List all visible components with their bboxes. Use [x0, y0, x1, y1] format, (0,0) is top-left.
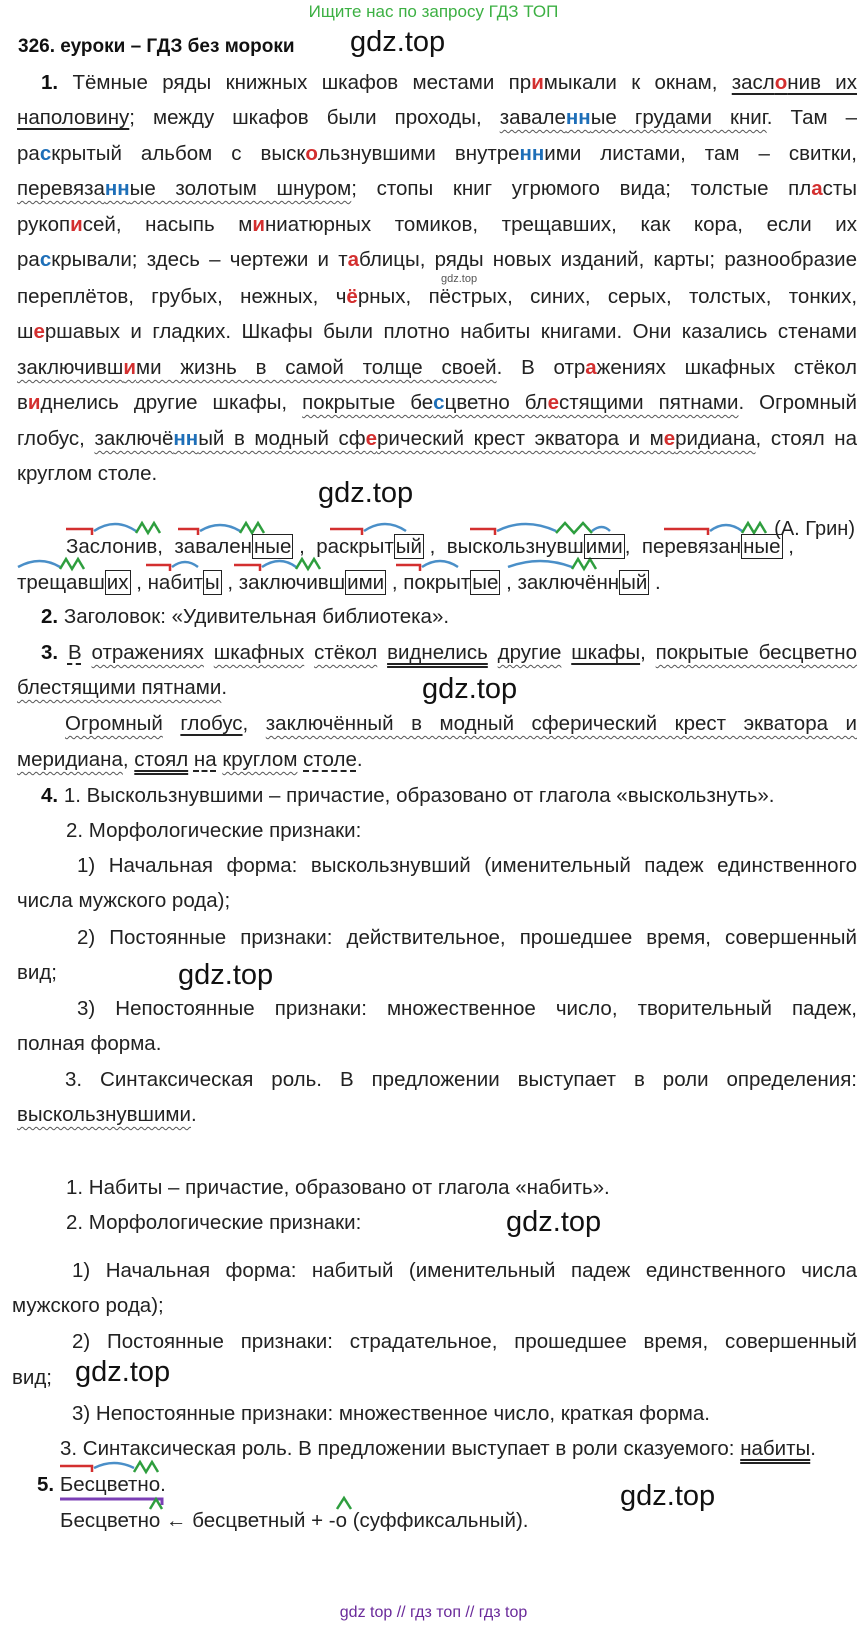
item-3-line: 3. В отражениях шкафных стёкол виднелись другие шкафы, покрытые бесцветно	[41, 641, 858, 664]
item-4-line: вид;	[12, 1366, 52, 1389]
footer-links[interactable]: gdz top // гдз топ // гдз top	[339, 1604, 528, 1621]
top-search-hint[interactable]: Ищите нас по запросу ГДЗ ТОП	[308, 2, 559, 21]
text-line: глобус, заключённый в модный сферический крест экватора и меридиана, стоял на	[17, 427, 857, 450]
watermark: gdz.top	[178, 959, 274, 991]
parsing-row-1: Заслонив, заваленные , раскрытый , выскользнувшими, перевязанные ,	[66, 535, 794, 558]
text-line: перевязанные золотым шнуром; стопы книг угрюмого вида; толстые пласты	[17, 177, 857, 200]
item-3-line: Огромный глобус, заключённый в модный сферический крест экватора и	[65, 712, 857, 735]
text-line: наполовину; между шкафов были проходы, заваленные грудами книг. Там –	[17, 106, 857, 129]
item-4-line: 2) Постоянные признаки: действительное, прошедшее время, совершенный	[77, 926, 857, 949]
item-4-line: 2. Морфологические признаки:	[66, 1211, 362, 1234]
item-4-line: числа мужского рода);	[17, 889, 231, 912]
item-4-line: 1) Начальная форма: выскользнувший (именительный падеж единственного	[77, 854, 857, 877]
item-4-line: 2. Морфологические признаки:	[66, 819, 362, 842]
item-5: 5. Бесцветно.	[37, 1473, 166, 1496]
text-line: раскрывали; здесь – чертежи и таблицы, ряды новых изданий, карты; разнообразие	[17, 248, 857, 271]
item-4-line: 3. Синтаксическая роль. В предложении выступает в роли сказуемого: набиты.	[60, 1437, 816, 1460]
text-line: рукописей, насыпь миниатюрных томиков, трещавших, как кора, если их	[17, 213, 857, 236]
watermark-small: gdz.top	[441, 273, 478, 285]
text-line: круглом столе.	[17, 462, 158, 485]
item-4-line: 3. Синтаксическая роль. В предложении выступает в роли определения:	[65, 1068, 857, 1091]
watermark: gdz.top	[620, 1480, 716, 1512]
item-4-line: вид;	[17, 961, 57, 984]
item-4-line: 2) Постоянные признаки: страдательное, прошедшее время, совершенный	[72, 1330, 857, 1353]
watermark: gdz.top	[350, 26, 446, 58]
item-4-line: 3) Непостоянные признаки: множественное число, краткая форма.	[72, 1402, 710, 1425]
exercise-title: 326. еуроки – ГДЗ без мороки	[18, 36, 295, 57]
item-4: 4. 1. Выскользнувшими – причастие, образовано от глагола «выскользнуть».	[41, 784, 775, 807]
text-line: шершавых и гладких. Шкафы были плотно набиты книгами. Они казались стенами	[17, 320, 857, 343]
item-3-line: блестящими пятнами.	[17, 676, 228, 699]
watermark: gdz.top	[75, 1356, 171, 1388]
text-line: виднелись другие шкафы, покрытые бесцветно блестящими пятнами. Огромный	[17, 391, 857, 414]
item-4-line: выскользнувшими.	[17, 1103, 197, 1126]
item-4-line: 1) Начальная форма: набитый (именительный падеж единственного числа	[72, 1259, 857, 1282]
text-line: переплётов, грубых, нежных, чёрных, пёстрых, синих, серых, толстых, тонких,	[17, 285, 858, 308]
author: (А. Грин)	[774, 518, 855, 540]
item-4-line: мужского рода);	[12, 1294, 164, 1317]
item-4-line: 1. Набиты – причастие, образовано от глагола «набить».	[66, 1176, 610, 1199]
item-4-line: полная форма.	[17, 1032, 162, 1055]
item-3-line: меридиана, стоял на круглом столе.	[17, 748, 363, 771]
watermark: gdz.top	[506, 1206, 602, 1238]
text-line: 1. Тёмные ряды книжных шкафов местами примыкали к окнам, заслонив их	[41, 71, 858, 94]
item-5-line: Бесцветно ← бесцветный + -о (суффиксальный).	[60, 1509, 529, 1532]
watermark: gdz.top	[422, 673, 518, 705]
parsing-row-2: трещавших , набиты , заключившими , покрытые , заключённый .	[17, 571, 661, 594]
watermark: gdz.top	[318, 477, 414, 509]
text-line: заключившими жизнь в самой толще своей. В отражениях шкафных стёкол	[17, 356, 857, 379]
item-2: 2. Заголовок: «Удивительная библиотека».	[41, 605, 450, 628]
item-4-line: 3) Непостоянные признаки: множественное число, творительный падеж,	[77, 997, 857, 1020]
text-line: раскрытый альбом с выскользнувшими внутренними листами, там – свитки,	[17, 142, 857, 165]
